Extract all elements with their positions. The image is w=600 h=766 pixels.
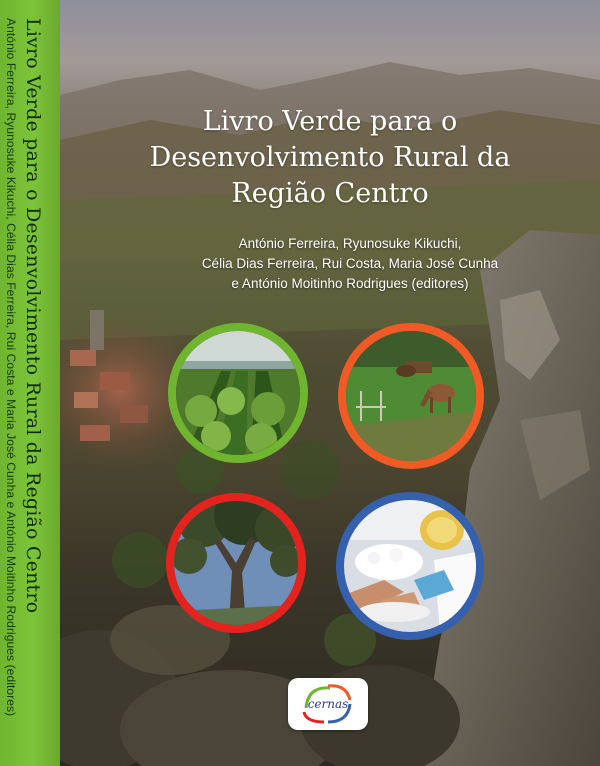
logo-text: cernas (307, 697, 349, 711)
title-line: Região Centro (231, 178, 429, 209)
title-line: Livro Verde para o (202, 106, 458, 137)
book-title (120, 104, 540, 212)
book-authors (140, 234, 560, 294)
photo-tree-canopy (166, 493, 306, 633)
spine-authors: António Ferreira, Ryunosuke Kikuchi, Célia Dias Ferreira, Rui Costa e Maria José Cunha e António Moitinho Rodrigues (editores) (4, 18, 18, 717)
book-spine (0, 0, 60, 766)
photo-crops-greenhouse (168, 323, 308, 463)
title-line: Desenvolvimento Rural da (149, 142, 511, 173)
authors-line: António Ferreira, Ryunosuke Kikuchi, (238, 236, 462, 251)
authors-line: e António Moitinho Rodrigues (editores) (231, 276, 469, 291)
front-cover (60, 0, 600, 766)
photo-horses-grazing (338, 323, 484, 469)
photo-cheese-making (336, 492, 484, 640)
publisher-logo (288, 678, 368, 730)
spine-title: Livro Verde para o Desenvolvimento Rural da Região Centro (22, 18, 44, 614)
authors-line: Célia Dias Ferreira, Rui Costa, Maria José Cunha (201, 256, 499, 271)
